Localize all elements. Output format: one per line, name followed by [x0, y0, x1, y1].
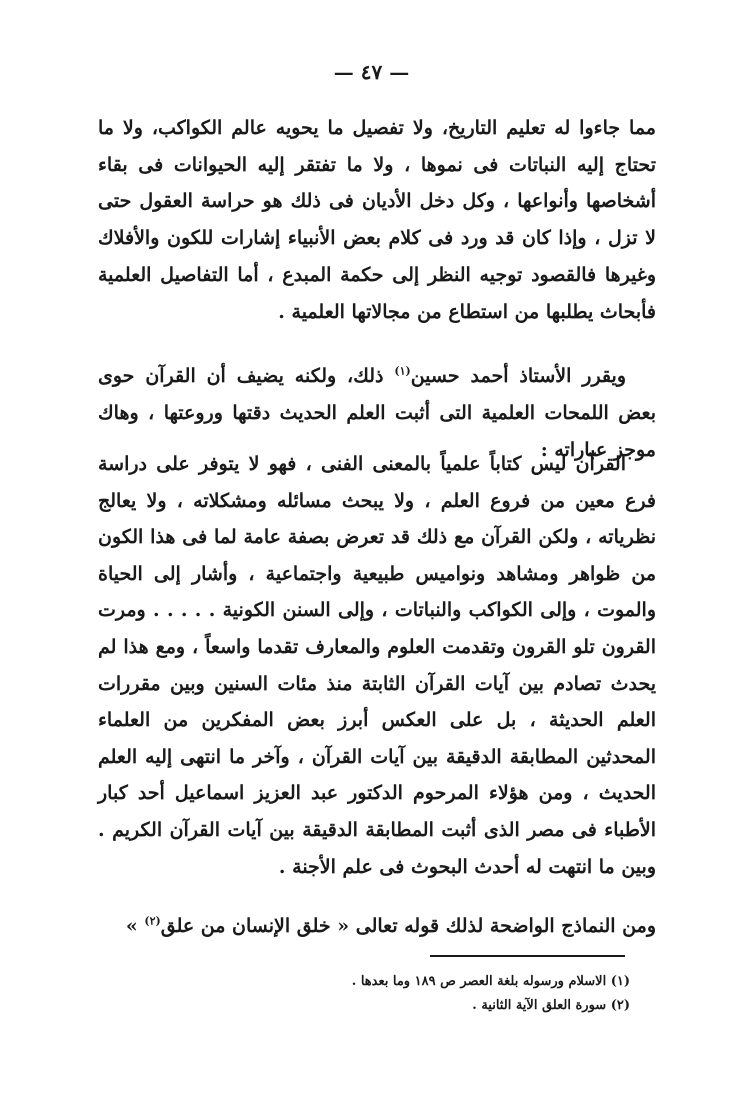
paragraph-1-text: مما جاءوا له تعليم التاريخ، ولا تفصيل ما يحويه عالم الكواكب، ولا ما تحتاج إليه النباتات فى نموها ، ولا ما تفتقر إليه الحيوانات فى بقاء أشخاصها وأنواعها ، وكل دخل الأديان فى ذلك هو حراسة العقول حتى لا تزل ، وإذا كان قد ورد فى كلام بعض الأنبياء إشارات للكون والأفلاك وغيرها فالقصود توجيه النظر إلى حكمة المبدع ، أما التفاصيل العلمية فأبحاث يطلبها من استطاع من مجالاتها العلمية . — [98, 117, 656, 323]
page-number: — ٤٧ — — [333, 60, 410, 84]
paragraph-4-text — [98, 908, 656, 944]
paragraph-3-text: القرآن ليس كتاباً علمياً بالمعنى الفنى ، فهو لا يتوفر على دراسة فرع معين من فروع العلم ، ولا يبحث مسائله ومشكلاته ، ولا يعالج نظرياته ، ولكن القرآن مع ذلك قد تعرض بصفة عامة لما فى هذا الكون من ظواهر ومشاهد ونواميس طبيعية واجتماعية ، وأشار إلى الحياة والموت ، وإلى الكواكب والنباتات ، وإلى السنن الكونية . . . . . ومرت القرون تلو القرون وتقدمت العلوم والمعارف تقدما واسعاً ، ومع هذا لم يحدث تصادم بين آيات القرآن الثابتة منذ مئات السنين وبين مقررات العلم الحديثة ، بل على العكس أبرز بعض المفكرين من العلماء المحدثين المطابقة الدقيقة بين آيات القرآن ، وآخر ما انتهى إليه العلم الحديث ، ومن هؤلاء المرحوم الدكتور عبد العزيز اسماعيل أحد كبار الأطباء فى مصر الذى أثبت المطابقة الدقيقة بين آيات القرآن الكريم . وبين ما انتهت له أحدث البحوث فى علم الأجنة . — [98, 453, 656, 878]
footnote-1: (١) الاسلام ورسوله بلغة العصر ص ١٨٩ وما بعدها . — [351, 974, 630, 989]
paragraph-4 — [98, 908, 656, 944]
footnote-ref-1[interactable]: (١) — [394, 364, 411, 378]
footnote-divider — [430, 955, 625, 957]
paragraph-4-close: » — [125, 915, 145, 937]
paragraph-3-quote — [98, 446, 656, 885]
footnotes — [180, 970, 630, 1018]
paragraph-1 — [98, 110, 656, 330]
paragraph-2-rest: ذلك، ولكنه يضيف أن القرآن حوى بعض اللمحات العلمية التى أثبت العلم الحديث دقتها وروعتها ، وهاك موجز عباراته : — [98, 365, 656, 461]
footnote-2: (٢) سورة العلق الآية الثانية . — [472, 998, 630, 1013]
paragraph-4-lead: ومن النماذج الواضحة لذلك قوله تعالى « خلق الإنسان من علق — [160, 915, 656, 937]
footnote-ref-2[interactable]: (٢) — [144, 914, 161, 928]
paragraph-2-lead: ويقرر الأستاذ أحمد حسين — [410, 365, 626, 387]
